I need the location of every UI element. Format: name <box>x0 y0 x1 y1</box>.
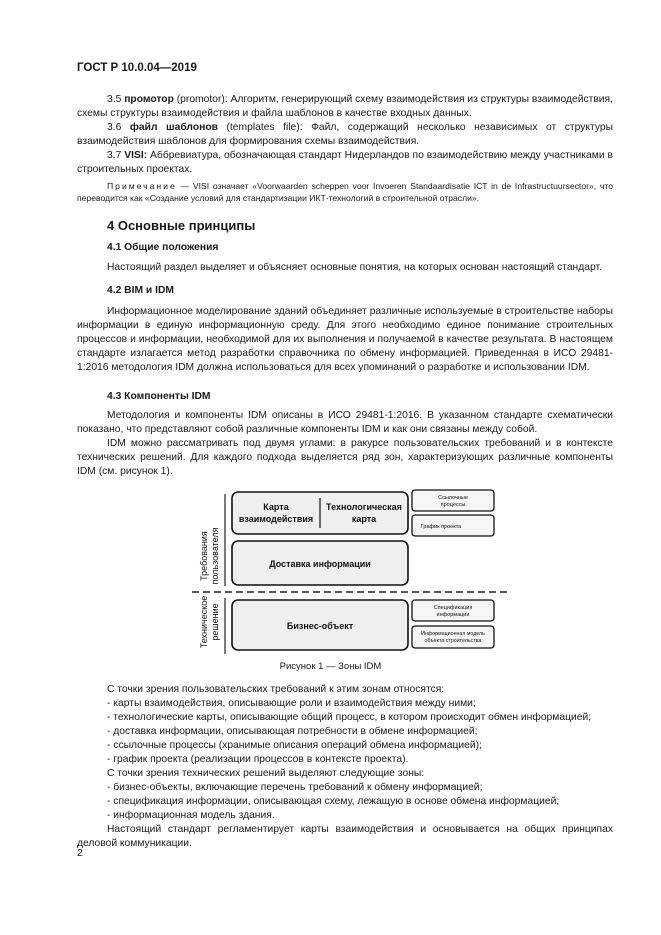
def-text: (promotor): Алгоритм, генерирующий схему взаимодействия из структуры взаимодействия, схемы структуры взаимодействия и файла шаблонов в качестве входных данных. <box>77 94 613 119</box>
technical-solution-label-2: решение <box>210 603 220 641</box>
reference-processes-label-2: процессы <box>440 502 466 508</box>
interaction-map-label-2: взаимодействия <box>238 514 314 524</box>
reference-processes-label-1: Ссылочные <box>438 495 468 501</box>
business-object-label: Бизнес-объект <box>286 621 354 631</box>
section-4-3-paragraph-1: Методология и компоненты IDM описаны в ИСО 29481-1:2016. В указанном стандарте схематически показано, что представляют собой различные компоненты IDM и как они связаны между собой. <box>77 410 613 435</box>
information-specification-label-2: информации <box>436 612 470 618</box>
information-specification-label-1: Спецификация <box>433 605 473 611</box>
section-4-3-title: 4.3 Компоненты IDM <box>107 391 211 402</box>
section-4-3-paragraph-2: IDM можно рассматривать под двумя углами: в ракурсе пользовательских требований и в контексте технических решений. Для каждого подхода выделяется ряд зон, характеризующих различные компоненты IDM (см. рисунок 1). <box>77 438 613 477</box>
list-item: - ссылочные процессы (хранимые описания операций обмена информацией); <box>107 740 482 751</box>
def-number: 3.5 <box>107 94 122 105</box>
figure-caption: Рисунок 1 — Зоны IDM <box>279 661 382 672</box>
information-delivery-label: Доставка информации <box>269 559 371 569</box>
def-text: (templates file): Файл, содержащий несколько независимых от структуры взаимодействия шаблонов для формирования схемы взаимодействия. <box>77 122 613 147</box>
note-text: — VISI означает «Voorwaarden scheppen voor Invoeren Standaardisatie ICT in de Infrastructuursector», что переводится как «Создание условий для стандартизации ИКТ-технологий в строительной отрасли». <box>77 181 613 203</box>
list-item: - карты взаимодействия, описывающие роли и взаимодействия между ними; <box>107 698 476 709</box>
user-zones-intro: С точки зрения пользовательских требований к этим зонам относятся: <box>107 684 445 695</box>
section-4-1-paragraph: Настоящий раздел выделяет и объясняет основные понятия, на которых основан настоящий стандарт. <box>107 262 602 273</box>
section-4-2-paragraph: Информационное моделирование зданий объединяет различные используемые в строительстве наборы информации в единую информационную среду. Для этого необходимо единое понимание строительных процессов и информации, необходимой для их выполнения и получаемой в качестве результата. В настоящем стандарте излагается метод разработки справочника по обмену информацией. Приведенная в ИСО 29481-1:2016 методология IDM должна использоваться для всех упоминаний о разработке и использовании IDM. <box>77 306 613 373</box>
tech-zones-intro: С точки зрения технических решений выделяют следующие зоны: <box>107 768 425 779</box>
section-4-1-title: 4.1 Общие положения <box>107 242 219 253</box>
final-paragraph: Настоящий стандарт регламентирует карты взаимодействия и основывается на общих принципах деловой коммуникации. <box>77 824 613 849</box>
user-requirements-label-2: пользователя <box>210 527 220 585</box>
list-item: - график проекта (реализации процессов в контексте проекта). <box>107 754 409 765</box>
note <box>77 180 613 204</box>
building-information-model-label-1: Информационная модель <box>421 631 485 637</box>
user-requirements-label-1: Требования <box>199 531 209 581</box>
def-number: 3.7 <box>107 150 122 161</box>
process-map-label-2: карта <box>351 514 377 524</box>
def-text: Аббревиатура, обозначающая стандарт Нидерландов по взаимодействию между участниками в строительных проектах. <box>77 150 613 175</box>
definition-3-5 <box>77 93 613 121</box>
definition-3-7 <box>77 149 613 177</box>
technical-solution-label-1: Техническое <box>199 595 209 649</box>
list-item: - технологические карты, описывающие общий процесс, в котором происходит обмен информацией; <box>107 712 592 723</box>
process-map-label-1: Технологическая <box>326 502 402 512</box>
building-information-model-box <box>412 626 494 648</box>
def-term: VISI: <box>124 150 148 161</box>
section-4-title: 4 Основные принципы <box>107 218 256 233</box>
list-item: - информационная модель здания. <box>107 810 275 821</box>
document-header: ГОСТ Р 10.0.04—2019 <box>77 62 197 74</box>
definition-3-6 <box>77 121 613 149</box>
note-label: Примечание <box>107 181 177 191</box>
project-schedule-label: График проекта <box>420 524 462 530</box>
list-item: - спецификация информации, описывающая схему, лежащую в основе обмена информацией; <box>107 796 560 807</box>
idm-zones-figure <box>190 484 510 659</box>
section-4-2-title: 4.2 BIM и IDM <box>107 285 174 296</box>
def-term: промотор <box>124 94 174 105</box>
building-information-model-label-2: объекта строительства <box>424 638 482 644</box>
def-number: 3.6 <box>107 122 122 133</box>
page-number: 2 <box>77 848 83 859</box>
list-item: - бизнес-объекты, включающие перечень требований к обмену информацией; <box>107 782 483 793</box>
interaction-map-label-1: Карта <box>263 502 289 512</box>
list-item: - доставка информации, описывающая потребности в обмене информацией; <box>107 726 478 737</box>
def-term: файл шаблонов <box>129 122 218 133</box>
